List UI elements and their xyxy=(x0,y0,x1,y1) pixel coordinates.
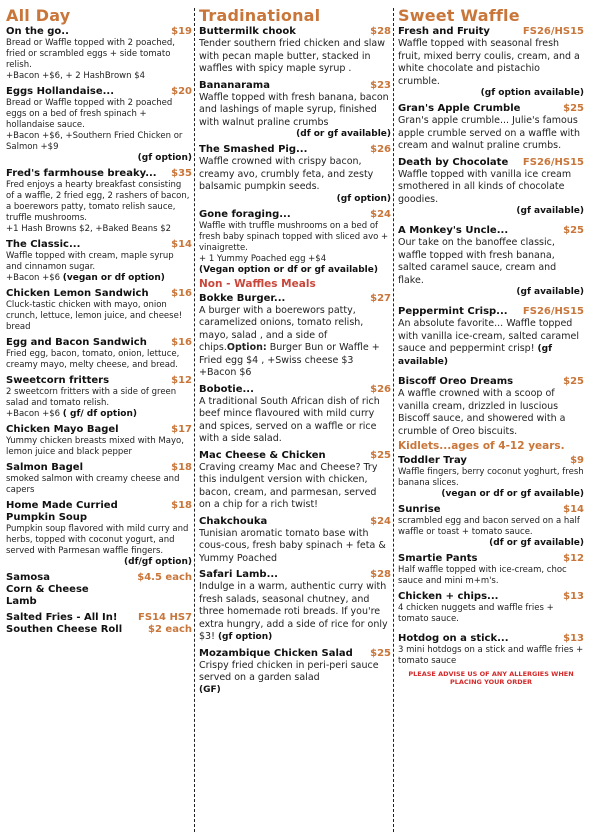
item-name: Chicken Mayo Bagel xyxy=(6,424,119,435)
menu-column-all-day xyxy=(6,4,192,840)
item-name: Southen Cheese Roll xyxy=(6,624,123,635)
item-desc: 2 sweetcorn fritters with a side of green salad and tomato relish. xyxy=(6,387,177,408)
item-desc: A burger with a boerewors patty, caramelized onions, tomato relish, mayo, salad , and a side of chips. xyxy=(199,304,364,353)
item-name: Sunrise xyxy=(398,504,441,515)
item-price: $2 each xyxy=(148,624,192,635)
item-desc-bold: Option: xyxy=(226,342,267,353)
menu-item xyxy=(6,375,192,420)
item-price: $20 xyxy=(171,86,192,97)
menu-item xyxy=(398,553,584,587)
item-option: (gf available) xyxy=(516,287,584,297)
item-desc: Cluck-tastic chicken with mayo, onion crunch, lettuce, lemon juice, and cheese! bread xyxy=(6,300,183,332)
menu-item xyxy=(398,26,584,99)
item-price: $27 xyxy=(370,292,391,304)
item-extra: +Bacon +$6, + 2 HashBrown $4 xyxy=(6,71,146,81)
item-desc: Bread or Waffle topped with 2 poached eggs on a bed of fresh spinach + hollandaise sauce. xyxy=(6,98,173,130)
menu-item xyxy=(398,455,584,500)
item-desc: Waffle topped with seasonal fresh fruit, mixed berry coulis, cream, and a white chocolate and pistachio crumble. xyxy=(398,38,580,87)
item-price: FS14 HS7 xyxy=(138,612,192,623)
column-divider xyxy=(194,8,195,832)
item-option: ( gf/ df option) xyxy=(62,409,138,419)
item-price: $12 xyxy=(563,553,584,564)
item-extra: +Bacon +$6 xyxy=(6,409,61,419)
item-desc: Yummy chicken breasts mixed with Mayo, lemon juice and black pepper xyxy=(6,436,184,457)
menu-item xyxy=(6,572,192,608)
item-desc: Fred enjoys a hearty breakfast consisting of a waffle, 2 fried egg, 2 rashers of bacon, a boerewors patty, tomato relish sauce, truffle mushrooms. xyxy=(6,180,190,223)
item-name: Salted Fries - All In! xyxy=(6,612,118,623)
menu-item xyxy=(199,516,391,566)
item-price: $26 xyxy=(370,144,391,155)
section-title: All Day xyxy=(6,6,71,25)
menu-item xyxy=(398,504,584,549)
item-price: $13 xyxy=(563,591,584,602)
item-option: (gf option) xyxy=(137,153,192,163)
menu-item xyxy=(199,569,391,644)
menu-item xyxy=(398,157,584,218)
item-desc: Crispy fried chicken in peri-peri sauce served on a garden salad xyxy=(199,659,379,683)
item-desc: Pumpkin soup flavored with mild curry and herbs, topped with coconut yogurt, and served with Parmesan waffle fingers. xyxy=(6,524,189,556)
item-name: Salmon Bagel xyxy=(6,462,84,473)
item-desc: Half waffle topped with ice-cream, choc sauce and mini m+m's. xyxy=(398,565,567,586)
item-name: Eggs Hollandaise... xyxy=(6,86,115,97)
item-price: $35 xyxy=(171,168,192,179)
item-name: Fresh and Fruity xyxy=(398,26,490,37)
item-name: Hotdog on a stick... xyxy=(398,633,509,644)
item-price: $14 xyxy=(563,504,584,515)
item-price: $28 xyxy=(370,26,391,37)
section-title: Tradinational xyxy=(199,6,321,25)
section-subheading: Kidlets...ages of 4-12 years. xyxy=(398,440,565,452)
menu-item xyxy=(199,209,391,276)
menu-item xyxy=(199,80,391,141)
item-price: $18 xyxy=(171,500,192,511)
menu-item xyxy=(199,648,391,696)
menu-item xyxy=(398,376,584,438)
item-option: (df or gf available) xyxy=(489,538,584,548)
menu-item xyxy=(199,384,391,446)
item-desc: Waffle with truffle mushrooms on a bed of fresh baby spinach topped with sliced avo + vinaigrette. xyxy=(199,220,389,253)
item-name: Gone foraging... xyxy=(199,208,291,220)
item-price: $13 xyxy=(563,633,584,644)
item-name: Lamb xyxy=(6,596,37,607)
item-price: $12 xyxy=(171,375,192,386)
item-name: Egg and Bacon Sandwich xyxy=(6,337,147,348)
item-name: On the go.. xyxy=(6,26,69,37)
item-name: Safari Lamb... xyxy=(199,569,278,580)
item-price: $16 xyxy=(171,337,192,348)
menu-item xyxy=(398,633,584,667)
item-price: $18 xyxy=(171,462,192,473)
item-name: Buttermilk chook xyxy=(199,26,296,37)
item-name: Death by Chocolate xyxy=(398,156,509,168)
menu-item xyxy=(6,337,192,371)
item-price: $25 xyxy=(563,225,584,236)
item-extra: +Bacon +$6, +Southern Fried Chicken or Salmon +$9 xyxy=(6,131,183,152)
item-option: (vegan or df or gf available) xyxy=(441,489,584,499)
item-name: Corn & Cheese xyxy=(6,584,89,595)
item-name: Sweetcorn fritters xyxy=(6,375,110,386)
menu-column-traditional xyxy=(199,4,391,840)
item-desc: Waffle crowned with crispy bacon, creamy avo, crumbly feta, and zesty balsamic pumpkin seeds. xyxy=(199,156,374,192)
allergy-warning: PLEASE ADVISE US OF ANY ALLERGIES WHEN PLACING YOUR ORDER xyxy=(408,670,574,686)
item-price: FS26/HS15 xyxy=(522,156,584,168)
item-price: $26 xyxy=(370,383,391,395)
section-subheading: Non - Waffles Meals xyxy=(199,277,316,290)
item-price: $25 xyxy=(370,647,391,659)
item-desc: Our take on the banoffee classic, waffle topped with fresh banana, salted caramel sauce, cream and flake. xyxy=(398,237,557,286)
item-desc: scrambled egg and bacon served on a half waffle or toast + tomato sauce. xyxy=(398,516,580,537)
item-option: (gf option) xyxy=(217,632,273,642)
item-desc: An absolute favorite... Waffle topped with vanilla ice-cream, salted caramel sauce and peppermint crisp! xyxy=(398,318,579,354)
menu-item xyxy=(6,462,192,496)
item-price: $23 xyxy=(370,79,391,91)
item-desc: 4 chicken nuggets and waffle fries + tomato sauce. xyxy=(398,603,554,624)
item-name: Fred's farmhouse breaky... xyxy=(6,168,157,179)
menu-item xyxy=(199,26,391,76)
item-option: (df/gf option) xyxy=(124,557,192,567)
item-desc: Tender southern fried chicken and slaw with pecan maple butter, stacked in waffles with spicy maple syrup . xyxy=(199,38,386,74)
item-name: Chicken + chips... xyxy=(398,591,499,602)
item-price: $24 xyxy=(370,515,391,527)
item-name: Chicken Lemon Sandwich xyxy=(6,288,149,299)
item-extra: + 1 Yummy Poached egg +$4 xyxy=(199,253,327,264)
item-name: A Monkey's Uncle... xyxy=(398,225,509,236)
item-name: Home Made Curried Pumpkin Soup xyxy=(6,500,118,523)
item-name: Smartie Pants xyxy=(398,553,478,564)
item-desc: Bread or Waffle topped with 2 poached, fried or scrambled eggs + side tomato relish. xyxy=(6,38,175,70)
menu-column-sweet-waffle xyxy=(398,4,584,840)
item-desc: Fried egg, bacon, tomato, onion, lettuce, creamy mayo, melty cheese, and bread. xyxy=(6,349,180,370)
item-price: FS26/HS15 xyxy=(522,306,584,317)
menu-item xyxy=(6,624,192,636)
item-desc: A traditional South African dish of rich beef mince flavoured with mild curry and spices, served on a waffle or rice with a side salad. xyxy=(199,395,380,444)
item-name: Chakchouka xyxy=(199,515,268,527)
item-price: $28 xyxy=(370,569,391,580)
menu-item xyxy=(398,103,584,153)
menu-item xyxy=(199,144,391,205)
menu-item xyxy=(6,239,192,284)
item-name: The Classic... xyxy=(6,239,81,250)
item-desc: Waffle topped with fresh banana, bacon and lashings of maple syrup, finished with walnut praline crumbs xyxy=(199,91,389,128)
item-name: Bokke Burger... xyxy=(199,292,286,304)
item-option: (Vegan option or df or gf available) xyxy=(199,264,378,275)
menu-item xyxy=(398,306,584,368)
item-desc: Tunisian aromatic tomato base with cous-cous, fresh baby spinach + feta & Yummy Poached xyxy=(199,527,386,564)
item-option: (gf available) xyxy=(516,206,584,216)
item-name: Samosa xyxy=(6,572,50,583)
item-name: Gran's Apple Crumble xyxy=(398,103,521,114)
menu-item xyxy=(6,288,192,333)
menu-item xyxy=(6,612,192,624)
item-name: Mac Cheese & Chicken xyxy=(199,449,326,461)
item-price: $14 xyxy=(171,239,192,250)
section-title: Sweet Waffle xyxy=(398,6,520,25)
menu-item xyxy=(199,293,391,380)
item-price: FS26/HS15 xyxy=(522,26,584,37)
item-extra: +Bacon +$6 xyxy=(6,273,61,283)
item-price: $16 xyxy=(171,288,192,299)
item-desc: Waffle topped with vanilla ice cream smothered in all kinds of chocolate goodies. xyxy=(398,168,572,205)
menu-item xyxy=(6,424,192,458)
item-name: Peppermint Crisp... xyxy=(398,306,508,317)
item-desc: 3 mini hotdogs on a stick and waffle fries + tomato sauce xyxy=(398,645,584,666)
item-option: (vegan or df option) xyxy=(62,273,165,283)
item-price: $9 xyxy=(570,455,584,466)
item-name: The Smashed Pig... xyxy=(199,144,308,155)
item-price: $25 xyxy=(370,449,391,461)
item-desc-tail: Burger Bun or Waffle + Fried egg $4 , +Swiss cheese $3 +Bacon $6 xyxy=(199,342,380,378)
menu-item xyxy=(398,225,584,298)
item-option: (gf option) xyxy=(336,193,391,204)
item-name: Bananarama xyxy=(199,79,270,91)
menu-item xyxy=(398,591,584,625)
item-desc: Indulge in a warm, authentic curry with fresh salads, seasonal chutney, and three homemade roti breads. If you're extra hungry, add a side of rice for only $3! xyxy=(199,581,388,642)
item-name: Toddler Tray xyxy=(398,455,467,466)
item-name: Bobotie... xyxy=(199,383,254,395)
column-divider xyxy=(393,8,394,832)
item-price: $25 xyxy=(563,376,584,387)
item-desc: smoked salmon with creamy cheese and capers xyxy=(6,474,180,495)
item-option: (gf available) xyxy=(398,344,553,367)
menu-item xyxy=(6,86,192,164)
item-desc: Waffle fingers, berry coconut yoghurt, fresh banana slices. xyxy=(398,467,584,488)
item-name: Mozambique Chicken Salad xyxy=(199,647,353,659)
item-desc: Craving creamy Mac and Cheese? Try this indulgent version with chicken, bacon, cream, and parmesan, served on a chip for a rich twist! xyxy=(199,461,378,510)
item-option: (gf option available) xyxy=(480,88,584,98)
item-desc: A waffle crowned with a scoop of vanilla cream, drizzled in luscious Biscoff sauce, and showered with a crumble of Oreo biscuits. xyxy=(398,388,566,437)
menu-item xyxy=(6,168,192,235)
item-price: $17 xyxy=(171,424,192,435)
item-desc: Gran's apple crumble... Julie's famous apple crumble served on a waffle with cream and walnut praline crumbs. xyxy=(398,115,581,151)
item-price: $25 xyxy=(563,103,584,114)
item-price: $4.5 each xyxy=(137,572,192,583)
item-option: (df or gf available) xyxy=(296,129,391,139)
menu-item xyxy=(6,500,192,568)
item-option: (GF) xyxy=(199,684,221,695)
item-desc: Waffle topped with cream, maple syrup and cinnamon sugar. xyxy=(6,251,174,272)
menu-item xyxy=(199,450,391,512)
item-price: $24 xyxy=(370,208,391,220)
item-name: Biscoff Oreo Dreams xyxy=(398,376,514,387)
item-price: $19 xyxy=(171,26,192,37)
item-extra: +1 Hash Browns $2, +Baked Beans $2 xyxy=(6,224,172,234)
menu-item xyxy=(6,26,192,82)
